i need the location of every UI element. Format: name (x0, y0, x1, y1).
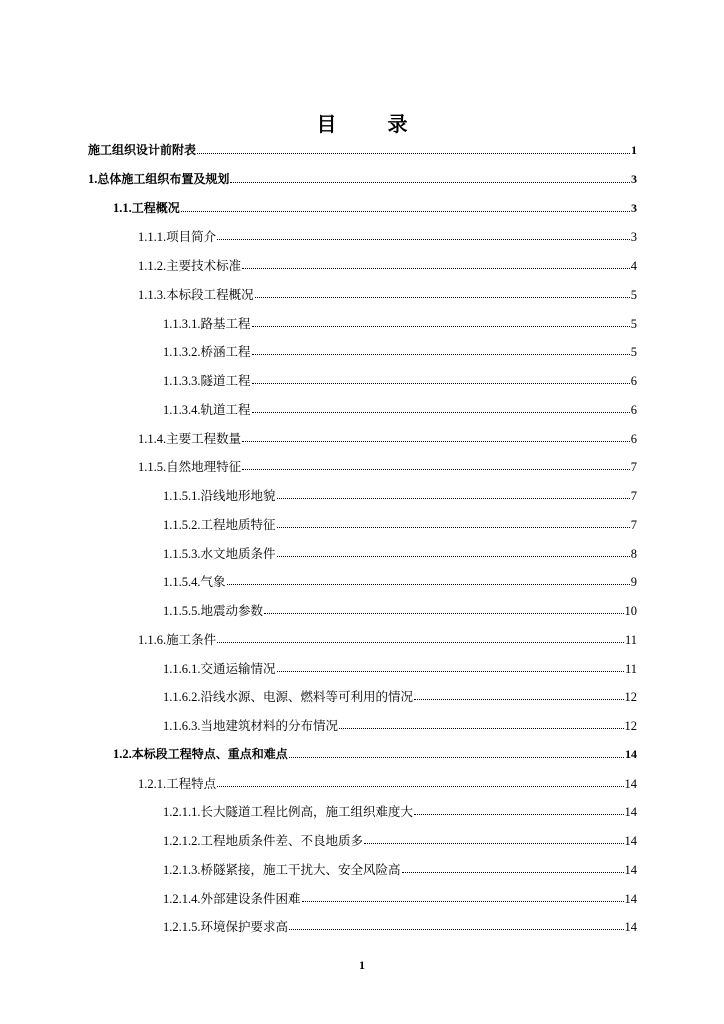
toc-entry[interactable] (138, 285, 637, 305)
toc-entry-number: 1.1.1. (138, 230, 167, 245)
toc-entry-title: 路基工程 (200, 315, 251, 331)
toc-entry-number: 1.1.5.2. (163, 517, 201, 532)
toc-entry-number: 1.1.4. (138, 431, 167, 446)
toc-dot-leader (277, 526, 630, 528)
toc-dot-leader (302, 900, 624, 902)
toc-dot-leader (217, 641, 624, 643)
toc-entry[interactable] (163, 572, 637, 592)
toc-entry[interactable] (163, 314, 637, 334)
toc-entry-number: 1.1.3.4. (163, 402, 201, 417)
toc-entry-page-number: 6 (630, 431, 637, 446)
toc-entry[interactable] (163, 371, 637, 391)
toc-entry[interactable] (138, 256, 637, 276)
toc-entry-page-number: 14 (624, 776, 637, 791)
toc-entry-page-number: 14 (624, 891, 637, 906)
toc-entry-number: 1.2.1.2. (163, 834, 201, 848)
toc-entry-page-number: 1 (631, 143, 637, 157)
toc-dot-leader (181, 210, 630, 212)
toc-entry-number: 1.1.5.3. (163, 546, 201, 561)
toc-dot-leader (277, 497, 630, 499)
toc-entry-title: 桥隧紧接，施工干扰大、安全风险高 (200, 861, 401, 877)
toc-entry-page-number: 11 (624, 632, 637, 647)
toc-entry[interactable] (88, 141, 637, 161)
toc-entry-title: 沿线水源、电源、燃料等可利用的情况 (200, 689, 414, 705)
toc-entry[interactable] (138, 457, 637, 477)
toc-entry[interactable] (163, 486, 637, 506)
toc-entry-number: 1.1.5.4. (163, 575, 201, 590)
toc-entry-title: 本标段工程特点、重点和难点 (131, 746, 288, 761)
toc-entry[interactable] (163, 831, 637, 851)
toc-entry-page-number: 5 (630, 345, 637, 360)
toc-entry-number: 1.1.3.1. (163, 316, 201, 331)
toc-entry-page-number: 14 (624, 805, 637, 820)
toc-entry-page-number: 3 (631, 200, 637, 215)
toc-entry-page-number: 10 (624, 604, 637, 618)
toc-entry[interactable] (163, 544, 637, 564)
toc-entry-title: 工程地质特征 (200, 516, 276, 532)
toc-entry-title: 隧道工程 (200, 373, 251, 388)
toc-dot-leader (227, 583, 630, 585)
toc-entry-number: 1.2.1.5. (163, 920, 201, 935)
toc-dot-leader (252, 325, 630, 327)
toc-entry-title: 沿线地形地貌 (200, 488, 276, 503)
toc-entry-page-number: 6 (630, 402, 637, 417)
toc-dot-leader (277, 555, 630, 557)
toc-entry-page-number: 8 (630, 546, 637, 561)
toc-entry-page-number: 7 (630, 460, 637, 475)
toc-entry-page-number: 14 (625, 746, 637, 761)
toc-entry[interactable] (163, 802, 637, 822)
toc-dot-leader (255, 296, 630, 298)
toc-entry-number: 1.1.5.5. (163, 604, 201, 618)
toc-entry-title: 外部建设条件困难 (200, 890, 301, 906)
toc-entry-title: 轨道工程 (200, 401, 251, 417)
toc-entry-number: 1.2.1.1. (163, 805, 201, 820)
toc-entry-number: 1.1.6. (138, 632, 167, 647)
toc-entry[interactable] (163, 687, 637, 707)
toc-dot-leader (252, 411, 630, 413)
toc-entry-page-number: 14 (624, 834, 637, 848)
toc-dot-leader (264, 612, 623, 614)
toc-entry-page-number: 14 (624, 920, 637, 935)
toc-entry-title: 总体施工组织布置及规划 (97, 171, 230, 186)
toc-entry-number: 1.1.6.2. (163, 690, 201, 705)
toc-entry[interactable] (163, 400, 637, 420)
toc-entry-title: 地震动参数 (200, 603, 264, 618)
toc-dot-leader (217, 238, 630, 240)
toc-entry[interactable] (163, 889, 637, 909)
toc-entry-page-number: 5 (630, 287, 637, 302)
toc-dot-leader (252, 382, 630, 384)
toc-entry[interactable] (163, 860, 637, 880)
toc-entry-page-number: 11 (624, 661, 637, 676)
toc-entry-title: 当地建筑材料的分布情况 (200, 718, 339, 733)
toc-dot-leader (197, 152, 630, 154)
toc-entry-title: 环境保护要求高 (200, 919, 289, 935)
toc-entry-title: 项目简介 (166, 229, 217, 245)
toc-dot-leader (242, 267, 630, 269)
toc-dot-leader (402, 871, 624, 873)
toc-entry[interactable] (163, 716, 637, 736)
toc-entry-page-number: 14 (624, 862, 637, 877)
toc-entry-page-number: 12 (624, 719, 637, 733)
toc-entry-page-number: 4 (630, 259, 637, 273)
toc-entry-title: 主要技术标准 (166, 258, 242, 273)
toc-entry[interactable] (138, 774, 637, 794)
toc-entry-number: 1.2.1.3. (163, 862, 201, 877)
toc-dot-leader (414, 698, 623, 700)
toc-dot-leader (277, 670, 624, 672)
toc-entry-number: 1.1.5. (138, 460, 167, 475)
toc-entry-number: 1. (88, 171, 98, 186)
toc-entry[interactable] (163, 342, 637, 362)
toc-dot-leader (289, 756, 624, 758)
toc-entry[interactable] (163, 917, 637, 937)
toc-entry-number: 1.1.3. (138, 287, 167, 302)
toc-entry-number: 1.2.1. (138, 776, 167, 791)
toc-entry[interactable] (138, 429, 637, 449)
toc-entry-title: 本标段工程概况 (166, 286, 254, 302)
toc-dot-leader (289, 928, 623, 930)
toc-entry-number: 1.1.6.3. (163, 719, 201, 733)
toc-entry-title: 长大隧道工程比例高，施工组织难度大 (200, 804, 414, 820)
toc-dot-leader (414, 813, 623, 815)
toc-entry-page-number: 3 (631, 171, 637, 186)
toc-entry-title: 施工条件 (166, 631, 217, 647)
toc-entry-page-number: 3 (630, 230, 637, 245)
toc-entry-number: 1.1.5.1. (163, 489, 201, 503)
toc-entry-page-number: 6 (630, 374, 637, 388)
toc-entry-page-number: 7 (630, 489, 637, 503)
toc-entry-page-number: 12 (624, 690, 637, 705)
toc-entry[interactable] (138, 630, 637, 650)
toc-entry-number: 1.1. (113, 200, 132, 215)
toc-title: 目 录 (316, 112, 430, 136)
toc-dot-leader (217, 785, 623, 787)
toc-entry-number: 1.1.6.1. (163, 661, 201, 676)
toc-entry[interactable] (163, 659, 637, 679)
footer-page-number: 1 (359, 958, 365, 972)
toc-entry-title: 交通运输情况 (200, 660, 276, 676)
toc-entry-number: 1.1.3.2. (163, 345, 201, 360)
toc-dot-leader (242, 440, 630, 442)
toc-entry[interactable] (163, 601, 637, 621)
toc-entry[interactable] (88, 170, 637, 190)
toc-entry-number: 1.2. (113, 746, 132, 761)
toc-entry-title: 工程特点 (166, 775, 217, 791)
toc-entry-title: 水文地质条件 (200, 545, 276, 561)
toc-dot-leader (252, 353, 630, 355)
toc-dot-leader (364, 842, 623, 844)
toc-entry-title: 桥涵工程 (200, 344, 251, 360)
toc-entry-title: 工程地质条件差、不良地质多 (200, 833, 364, 848)
toc-entry[interactable] (113, 745, 637, 765)
toc-entry-title: 工程概况 (131, 200, 180, 215)
toc-entry-page-number: 7 (630, 517, 637, 532)
toc-entry[interactable] (163, 515, 637, 535)
toc-dot-leader (339, 727, 623, 729)
toc-entry-title: 气象 (200, 574, 226, 590)
toc-entry-title: 自然地理特征 (166, 459, 242, 475)
toc-entry-number: 1.1.2. (138, 259, 167, 273)
toc-entry-title: 施工组织设计前附表 (88, 143, 197, 157)
toc-entry[interactable] (138, 227, 637, 247)
toc-entry-page-number: 5 (630, 316, 637, 331)
toc-dot-leader (242, 468, 630, 470)
toc-entry-title: 主要工程数量 (166, 430, 242, 446)
toc-entry[interactable] (113, 199, 637, 219)
toc-entry-number: 1.1.3.3. (163, 374, 201, 388)
toc-dot-leader (230, 181, 630, 183)
toc-entry-page-number: 9 (630, 575, 637, 590)
toc-entry-number: 1.2.1.4. (163, 891, 201, 906)
